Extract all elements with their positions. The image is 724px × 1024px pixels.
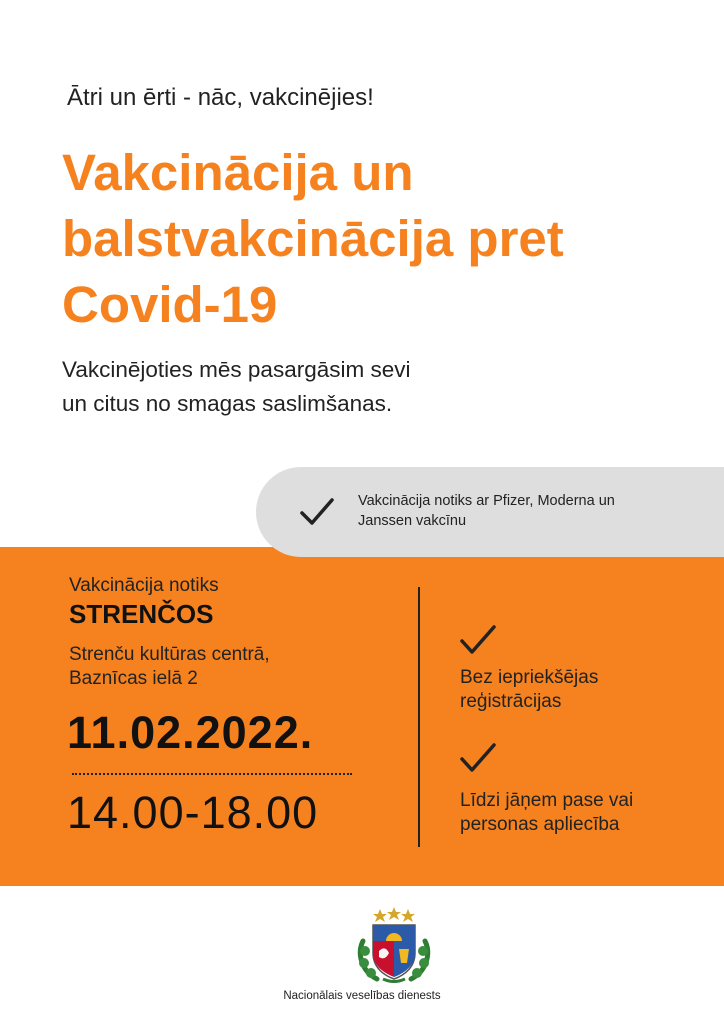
dotted-divider bbox=[72, 773, 352, 775]
feature-bring-id bbox=[460, 789, 700, 837]
title-line: balstvakcinācija pret bbox=[62, 210, 564, 267]
vaccine-info-pill bbox=[256, 467, 724, 557]
vaccine-info-text bbox=[358, 491, 698, 531]
lead-line: un citus no smagas saslimšanas. bbox=[62, 391, 393, 416]
feature-line: reģistrācijas bbox=[460, 691, 562, 712]
vaccine-info-line: Janssen vakcīnu bbox=[358, 513, 467, 529]
title-line: Covid-19 bbox=[62, 276, 278, 333]
page-title bbox=[62, 140, 702, 338]
lead-line: Vakcinējoties mēs pasargāsim sevi bbox=[62, 357, 411, 382]
feature-line: Līdzi jāņem pase vai bbox=[460, 790, 634, 811]
event-date: 11.02.2022. bbox=[67, 707, 314, 758]
vaccine-info-line: Vakcinācija notiks ar Pfizer, Moderna un bbox=[358, 493, 615, 509]
check-icon bbox=[458, 740, 498, 776]
lead-text bbox=[62, 353, 542, 421]
address-line: Strenču kultūras centrā, bbox=[69, 644, 270, 665]
location-address bbox=[69, 643, 389, 691]
latvia-coat-of-arms-icon bbox=[355, 905, 433, 985]
event-panel bbox=[0, 547, 724, 886]
event-time: 14.00-18.00 bbox=[67, 787, 319, 838]
feature-no-registration bbox=[460, 666, 700, 714]
feature-line: Bez iepriekšējas bbox=[460, 667, 599, 688]
check-icon bbox=[298, 495, 336, 529]
vertical-divider bbox=[418, 587, 420, 847]
title-line: Vakcinācija un bbox=[62, 144, 414, 201]
address-line: Baznīcas ielā 2 bbox=[69, 668, 198, 689]
organization-name: Nacionālais veselības dienests bbox=[283, 990, 441, 1002]
tagline: Ātri un ērti - nāc, vakcinējies! bbox=[67, 84, 374, 111]
location-intro: Vakcinācija notiks bbox=[69, 575, 219, 596]
feature-line: personas apliecība bbox=[460, 814, 620, 835]
location-city: STRENČOS bbox=[69, 599, 214, 629]
check-icon bbox=[458, 622, 498, 658]
